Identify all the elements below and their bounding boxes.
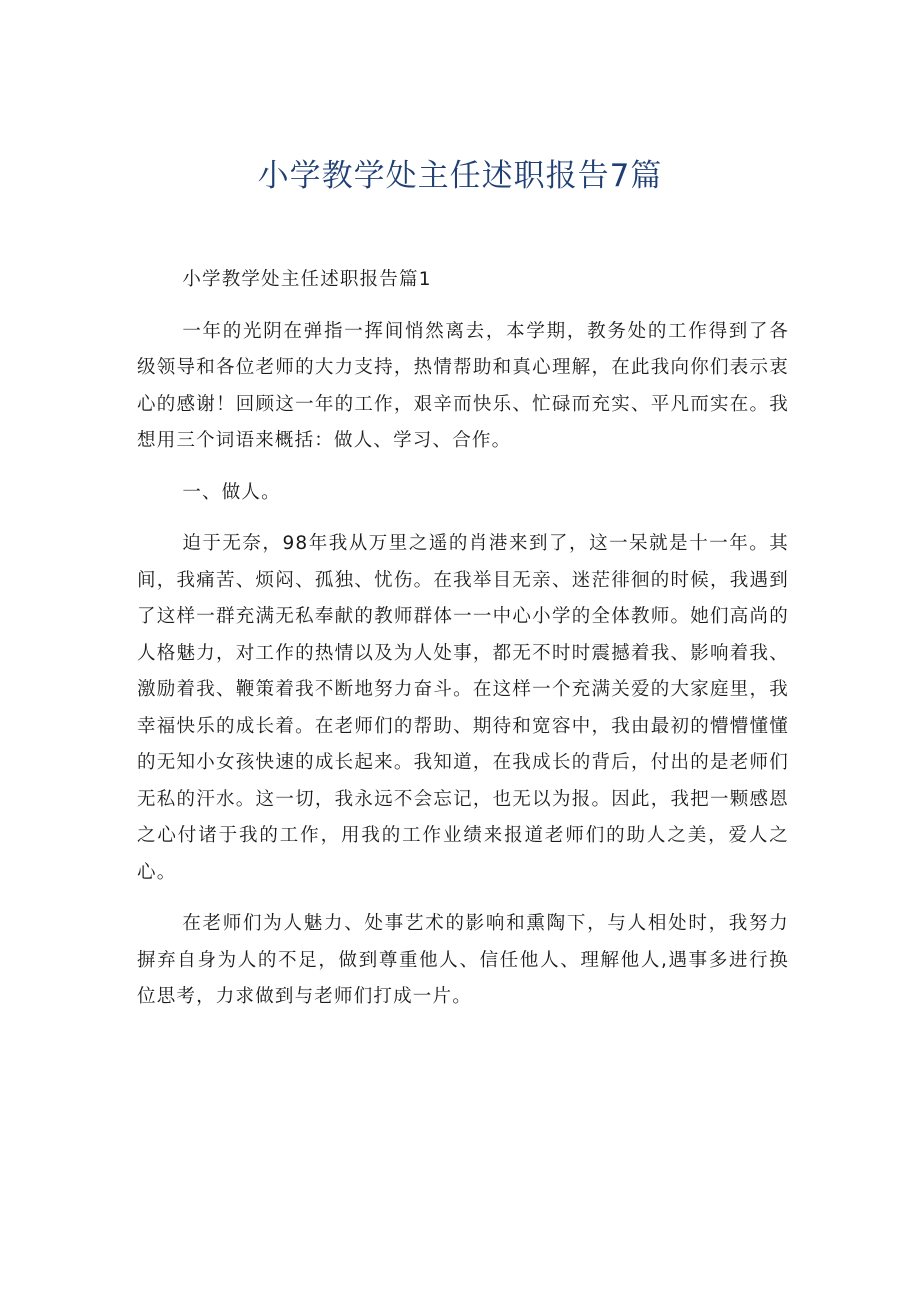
paragraph: 在老师们为人魅力、处事艺术的影响和熏陶下，与人相处时，我努力摒弃自身为人的不足，做到尊重他人、信任他人、理解他人,遇事多进行换位思考，力求做到与老师们打成一片。 [137, 913, 789, 1007]
document-title: 小学教学处主任述职报告7篇 [257, 158, 663, 194]
paragraph: 一、做人。 [182, 481, 281, 503]
paragraph: 一年的光阴在弹指一挥间悄然离去，本学期，教务处的工作得到了各级领导和各位老师的大力支持，热情帮助和真心理解，在此我向你们表示衷心的感谢！回顾这一年的工作，艰辛而快乐、忙碌而充实、平凡而实在。我想用三个词语来概括：做人、学习、合作。 [137, 320, 789, 451]
section-heading: 小学教学处主任述职报告篇1 [182, 269, 432, 290]
paragraph: 迫于无奈，98年我从万里之遥的肖港来到了，这一呆就是十一年。其间，我痛苦、烦闷、孤独、忧伤。在我举目无亲、迷茫徘徊的时候，我遇到了这样一群充满无私奉献的教师群体一一中心小学的全体教师。她们高尚的人格魅力，对工作的热情以及为人处事，都无不时时震撼着我、影响着我、激励着我、鞭策着我不断地努力奋斗。在这样一个充满关爱的大家庭里，我幸福快乐的成长着。在老师们的帮助、期待和宽容中，我由最初的懵懵懂懂的无知小女孩快速的成长起来。我知道，在我成长的背后，付出的是老师们无私的汗水。这一切，我永远不会忘记，也无以为报。因此，我把一颗感恩之心付诸于我的工作，用我的工作业绩来报道老师们的助人之美，爱人之心。 [137, 533, 789, 883]
document-body [137, 262, 789, 1031]
